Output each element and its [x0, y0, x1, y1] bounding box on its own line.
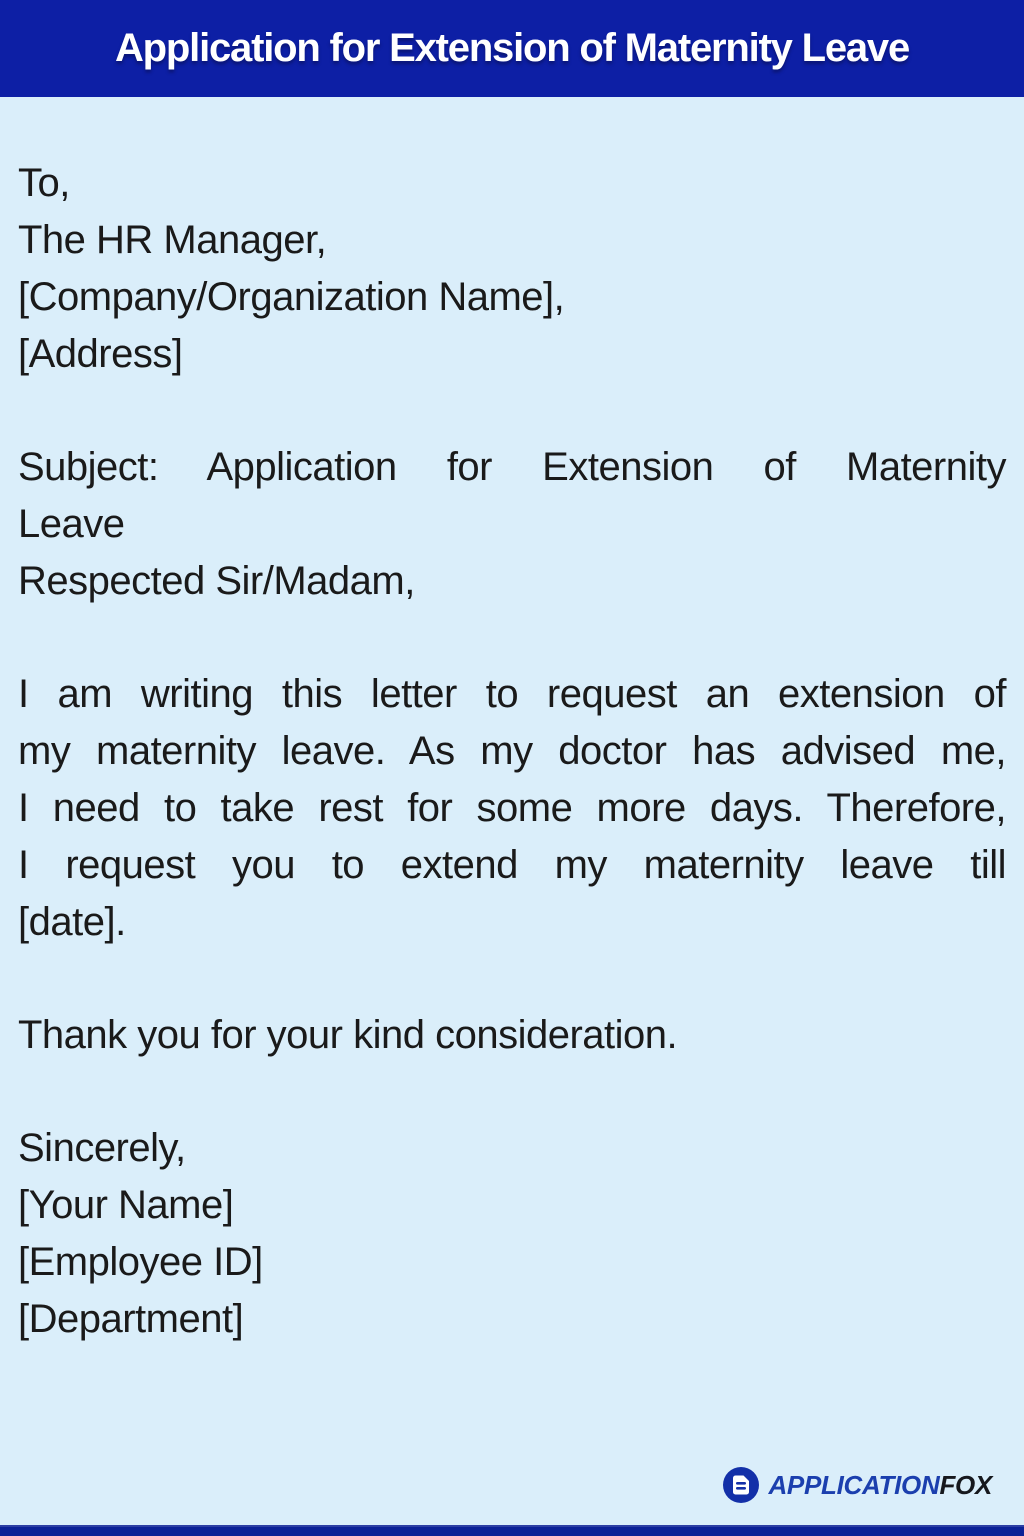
letter-line: [Department] — [18, 1297, 244, 1341]
letter-line: [date]. — [18, 900, 126, 944]
letter-line: Subject: Application for Extension of Maternity — [18, 445, 1006, 489]
letter-line: Leave — [18, 502, 125, 546]
brand-wordmark — [768, 1470, 992, 1501]
letter-line: To, — [18, 161, 70, 205]
letter-line: I request you to extend my maternity leave till — [18, 843, 1006, 887]
brand-logo — [722, 1466, 992, 1504]
letter-line: [Company/Organization Name], — [18, 275, 565, 319]
letter-body — [0, 97, 1024, 1348]
letter-line: [Address] — [18, 332, 183, 376]
letter-line: I am writing this letter to request an extension of — [18, 672, 1006, 716]
title-banner — [0, 0, 1024, 97]
brand-name-secondary: FOX — [939, 1469, 992, 1500]
brand-name-primary: APPLICATION — [768, 1469, 940, 1500]
letter-line: The HR Manager, — [18, 218, 327, 262]
letter-paragraph — [18, 1007, 1006, 1064]
letter-line: [Your Name] — [18, 1183, 234, 1227]
letter-line: [Employee ID] — [18, 1240, 263, 1284]
page-title: Application for Extension of Maternity Leave — [115, 26, 909, 70]
letter-paragraph — [18, 155, 1006, 383]
letter-line: I need to take rest for some more days. Therefore, — [18, 786, 1006, 830]
footer-bar — [0, 1525, 1024, 1536]
letter-line: Respected Sir/Madam, — [18, 559, 415, 603]
letter-paragraph — [18, 1120, 1006, 1348]
letter-paragraph — [18, 439, 1006, 610]
letter-line: my maternity leave. As my doctor has advised me, — [18, 729, 1006, 773]
letter-paragraph — [18, 666, 1006, 951]
letter-line: Thank you for your kind consideration. — [18, 1013, 678, 1057]
document-icon — [722, 1466, 760, 1504]
letter-line: Sincerely, — [18, 1126, 186, 1170]
